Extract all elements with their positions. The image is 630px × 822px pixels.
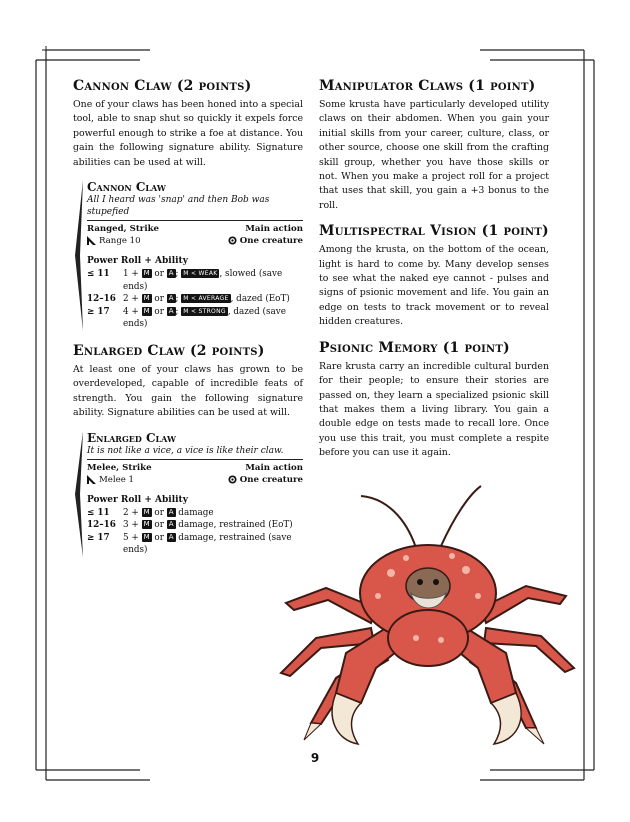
might-key-icon: M [143, 294, 150, 303]
might-key-icon: M [143, 532, 150, 541]
cannon-claw-tier-3: ≥ 17 4 + M or A ; M < STRONG , dazed (save ends) [87, 306, 286, 330]
psionic-memory-description: Rare krusta carry an incredible cultural burden for their people; to ensure their stories are passed on, they learn a specialized psionic skill that makes them a living library. You gain a double edge on tests made to recall lore. Once you use this trait, you must complete a respite before you can use it again. [319, 360, 549, 459]
cannon-claw-keywords: Ranged, Strike [87, 224, 160, 235]
cannon-claw-description: One of your claws has been honed into a special tool, able to snap shut so quickly it expels force powerful enough to strike a foe at distance. You gain the following signature ability. Signature abilities can be used at will. [73, 99, 303, 168]
ability-spike-ornament [73, 180, 85, 331]
multispectral-vision-heading: Multispectral Vision (1 point) [319, 223, 549, 240]
cannon-claw-power-roll-heading: Power Roll + Ability [87, 256, 188, 267]
enlarged-claw-heading: Enlarged Claw (2 points) [73, 343, 265, 359]
psionic-memory-heading: Psionic Memory (1 point) [319, 339, 510, 356]
cannon-claw-distance: Range 10 [87, 235, 141, 247]
enlarged-claw-keyword-row [87, 459, 303, 474]
enlarged-claw-flavor-text: It is not like a vice, a vice is like their claw. [87, 445, 284, 456]
might-key-icon: M [143, 306, 150, 315]
might-key-icon: M [143, 507, 150, 516]
might-key-icon: M [143, 520, 150, 529]
cannon-claw-heading: Cannon Claw (2 points) [73, 78, 252, 94]
multispectral-vision-description: Among the krusta, on the bottom of the ocean, light is hard to come by. Many develop senses to see what the naked eye cannot - pulses and signs of psionic movement and life. You gain an edge on tests to track movement or to reveal hidden creatures. [319, 244, 549, 328]
cannon-claw-ability-title: Cannon Claw [87, 180, 166, 195]
cannon-claw-target: One creature [228, 235, 303, 247]
cannon-claw-keyword-row [87, 220, 303, 235]
cannon-claw-action-type: Main action [245, 224, 303, 235]
agility-key-icon: A [168, 520, 174, 529]
enlarged-claw-power-roll-heading: Power Roll + Ability [87, 494, 188, 505]
enlarged-claw-target: One creature [228, 474, 303, 486]
ability-spike-ornament [73, 431, 85, 557]
right-column [319, 78, 549, 471]
target-icon [228, 236, 237, 245]
manipulator-claws-heading: Manipulator Claws (1 point) [319, 78, 536, 94]
distance-icon [87, 475, 96, 484]
enlarged-claw-distance: Melee 1 [87, 474, 134, 486]
agility-key-icon: A [168, 507, 174, 516]
agility-key-icon: A [168, 532, 174, 541]
krusta-crab-illustration [266, 478, 586, 746]
enlarged-claw-tier-3: ≥ 17 5 + M or A damage, restrained (save ends) [87, 532, 292, 556]
enlarged-claw-description: At least one of your claws has grown to be overdeveloped, capable of incredible feats of strength. You gain the following signature ability. Signature abilities can be used at will. [73, 364, 303, 419]
cannon-claw-distance-row [87, 235, 303, 247]
agility-key-icon: A [168, 306, 174, 315]
cannon-claw-tier-2: 12–16 2 + M or A ; M < AVERAGE , dazed (EoT) [87, 294, 290, 305]
agility-key-icon: A [168, 269, 174, 278]
page-number: 9 [310, 751, 320, 765]
cannon-claw-flavor-text: All I heard was 'snap' and then Bob was stupefied [87, 195, 270, 218]
target-icon [228, 475, 237, 484]
distance-icon [87, 236, 96, 245]
enlarged-claw-tier-2: 12–16 3 + M or A damage, restrained (EoT) [87, 520, 293, 531]
cannon-claw-ability-block [73, 180, 303, 331]
enlarged-claw-tier-1: ≤ 11 2 + M or A damage [87, 507, 214, 518]
cannon-claw-tier-1: ≤ 11 1 + M or A ; M < WEAK , slowed (save ends) [87, 269, 283, 292]
manipulator-claws-description: Some krusta have particularly developed utility claws on their abdomen. When you gain your initial skills from your career, culture, class, or other source, choose one skill from the crafting skill group, whether you have those skills or not. When you make a project roll for a project that uses that skill, you gain a +3 bonus to the roll. [319, 99, 549, 211]
potency-key-icon: M < WEAK [183, 270, 218, 278]
enlarged-claw-action-type: Main action [245, 462, 303, 473]
potency-key-icon: M < STRONG [183, 307, 226, 315]
agility-key-icon: A [168, 294, 174, 303]
enlarged-claw-ability-title: Enlarged Claw [87, 430, 176, 445]
potency-key-icon: M < AVERAGE [183, 295, 229, 303]
enlarged-claw-keywords: Melee, Strike [87, 462, 152, 473]
might-key-icon: M [143, 269, 150, 278]
